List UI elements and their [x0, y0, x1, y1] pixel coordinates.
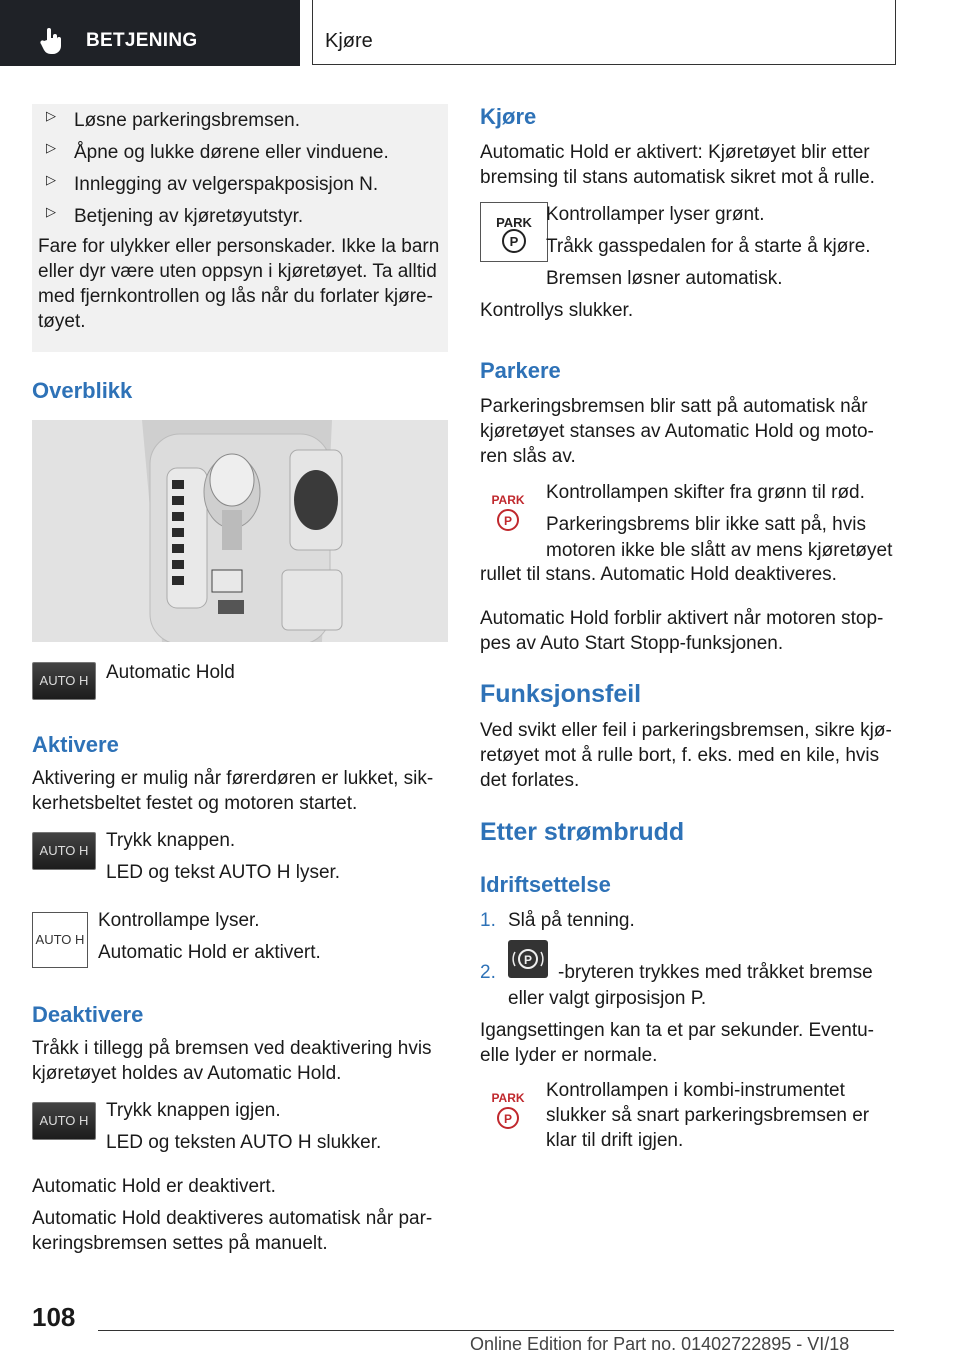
- step-2-text-b: eller valgt girposisjon P.: [508, 988, 707, 1009]
- hand-pointer-icon: [38, 26, 68, 56]
- deaktivere-text: Tråkk i tillegg på bremsen ved deaktivering hvis kjøretøyet holdes av Automatic Hold.: [32, 1038, 432, 1084]
- page-number: 108: [32, 1302, 76, 1332]
- lamp-text-1: Kontrollampe lyser.: [98, 910, 260, 931]
- funksjonsfeil-heading: Funksjonsfeil: [480, 680, 642, 708]
- deaktivere-step2: LED og teksten AUTO H slukker.: [106, 1132, 382, 1153]
- chapter-tab: [312, 0, 896, 65]
- park-indicator-icon: [481, 203, 547, 261]
- kjore-lamp-1: Kontrollamper lyser grønt.: [546, 204, 765, 225]
- bullet-triangle-icon: ▷: [46, 140, 56, 155]
- park-lamp-icon: [480, 202, 548, 262]
- section-label: BETJENING: [86, 30, 198, 51]
- auto-h-button-icon: AUTO H: [32, 832, 96, 870]
- auto-h-button-icon: AUTO H: [32, 1102, 96, 1140]
- aktivere-step1: Trykk knappen.: [106, 830, 236, 851]
- igang-text: Igangsettingen kan ta et par sekunder. Eventu- elle lyder er normale.: [480, 1020, 874, 1066]
- auto-h-button-icon: AUTO H: [32, 662, 96, 700]
- park-red-icon: [488, 488, 528, 536]
- aktivere-heading: Aktivere: [32, 732, 119, 757]
- svg-text:PARK: PARK: [491, 1091, 525, 1105]
- deaktivere-step1: Trykk knappen igjen.: [106, 1100, 281, 1121]
- deaktivert-text: Automatic Hold er deaktivert.: [32, 1176, 276, 1197]
- etter-stromb-heading: Etter strømbrudd: [480, 818, 685, 846]
- parkere-lamp-3: motoren ikke ble slått av mens kjøretøyet: [546, 540, 893, 561]
- kjore-text: Automatic Hold er aktivert: Kjøretøyet blir etter bremsing til stans automatisk sikret mot å rulle.: [480, 142, 875, 188]
- bullet-triangle-icon: ▷: [46, 204, 56, 219]
- kjore-lamp-2: Tråkk gasspedalen for å starte å kjøre.: [546, 236, 871, 257]
- parkere-text: Parkeringsbremsen blir satt på automatisk når kjøretøyet stanses av Automatic Hold og moto- ren slås av.: [480, 396, 874, 467]
- kjore-lamp-3: Bremsen løsner automatisk.: [546, 268, 783, 289]
- aktivere-text: Aktivering er mulig når førerdøren er lukket, sik- kerhetsbeltet festet og motoren startet.: [32, 768, 434, 814]
- svg-text:P: P: [509, 234, 519, 249]
- overblikk-heading: Overblikk: [32, 378, 133, 403]
- parkere-lamp-2: Parkeringsbrems blir ikke satt på, hvis: [546, 514, 866, 535]
- parkere-cont: rullet til stans. Automatic Hold deaktiveres.: [480, 564, 837, 585]
- funksjonsfeil-text: Ved svikt eller feil i parkeringsbremsen, sikre kjø- retøyet mot å rulle bort, f. eks. med en kile, hvis det forlates.: [480, 720, 892, 791]
- chapter-label: Kjøre: [325, 30, 373, 52]
- park-red-icon: [488, 1086, 528, 1134]
- parkere-heading: Parkere: [480, 358, 561, 383]
- lamp-text-2: Automatic Hold er aktivert.: [98, 942, 321, 963]
- step-1-text: Slå på tenning.: [508, 910, 635, 931]
- warning-box: ▷ Løsne parkeringsbremsen. ▷ Åpne og lukke dørene eller vinduene. ▷ Innlegging av velgerspakposisjon N. ▷ Betjening av kjøretøyutstyr. Fare for ulykker eller personskader. Ikke la barn eller dyr være uten oppsyn i kjøretøyet. Ta alltid med fjernkontrollen og lås når du forlater kjøre- tøyet.: [32, 104, 448, 352]
- section-tab: [0, 0, 300, 66]
- kjore-heading: Kjøre: [480, 104, 537, 129]
- step-number: 2.: [480, 962, 496, 983]
- kjore-after: Kontrollys slukker.: [480, 300, 634, 321]
- page-header: [0, 0, 960, 66]
- svg-text:P: P: [503, 514, 513, 528]
- idriftsettelse-heading: Idriftsettelse: [480, 872, 611, 897]
- final-lamp-text: Kontrollampen i kombi-instrumentet slukker så snart parkeringsbremsen er klar til drift igjen.: [546, 1080, 870, 1151]
- aktivere-step2: LED og tekst AUTO H lyser.: [106, 862, 341, 883]
- edition-text: Online Edition for Part no. 01402722895 - VI/18: [470, 1334, 850, 1354]
- warning-text: Fare for ulykker eller personskader. Ikke la barn eller dyr være uten oppsyn i kjøretøyet. Ta alltid med fjernkontrollen og lås når du forlater kjøre- tøyet.: [38, 236, 440, 332]
- parkere-note: Automatic Hold forblir aktivert når motoren stop- pes av Auto Start Stopp-funksjonen.: [480, 608, 884, 654]
- step-number: 1.: [480, 910, 496, 931]
- deaktivere-heading: Deaktivere: [32, 1002, 144, 1027]
- svg-text:PARK: PARK: [496, 215, 532, 230]
- manual-park-text: Automatic Hold deaktiveres automatisk når par- keringsbremsen settes på manuelt.: [32, 1208, 433, 1254]
- auto-h-lamp-icon: AUTO H: [32, 912, 88, 968]
- footer-divider: [98, 1330, 894, 1331]
- center-console-photo: [32, 420, 448, 642]
- icon-caption: Automatic Hold: [106, 662, 235, 683]
- bullet-triangle-icon: ▷: [46, 172, 56, 187]
- step-2-text-a: -bryteren trykkes med tråkket bremse: [558, 962, 873, 983]
- bullet-triangle-icon: ▷: [46, 108, 56, 123]
- svg-text:P: P: [503, 1112, 513, 1126]
- parkere-lamp-1: Kontrollampen skifter fra grønn til rød.: [546, 482, 865, 503]
- parking-brake-switch-icon: [508, 940, 548, 978]
- svg-text:PARK: PARK: [491, 493, 525, 507]
- svg-text:P: P: [523, 953, 533, 967]
